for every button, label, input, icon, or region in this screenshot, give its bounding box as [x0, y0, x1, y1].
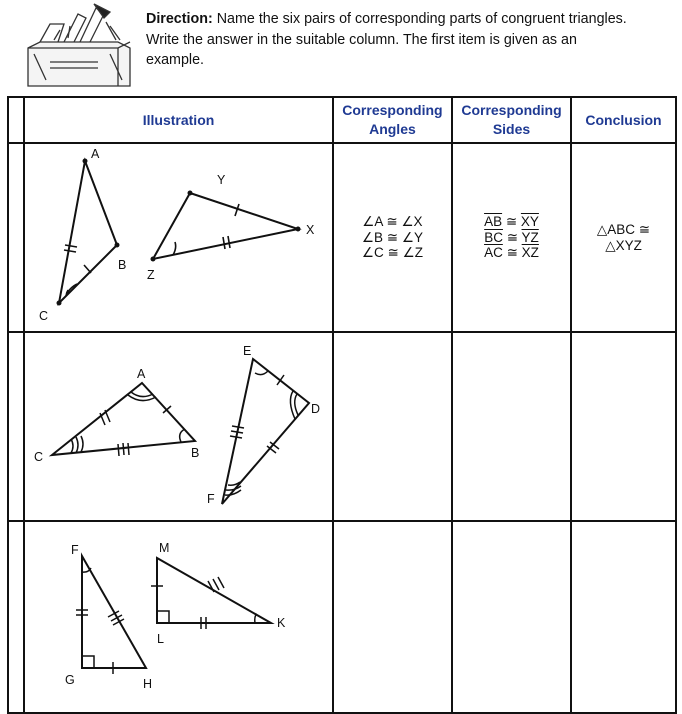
label-x: X	[306, 223, 315, 237]
conclusion-line2: △XYZ	[605, 237, 642, 253]
direction-line2: Write the answer in the suitable column. The first item is given as an	[146, 31, 577, 48]
sides-header	[452, 97, 571, 143]
header-row	[8, 97, 676, 143]
angles-cell	[333, 143, 452, 332]
worksheet-table	[7, 96, 677, 714]
label-c: C	[39, 309, 49, 323]
sides-header-line1: Corresponding	[461, 102, 562, 118]
angles-header-line1: Corresponding	[342, 102, 443, 118]
label-c: C	[34, 450, 44, 464]
label-z: Z	[147, 268, 155, 282]
side-a: $\overline{AC}$	[484, 245, 503, 261]
margin-cell	[8, 143, 24, 332]
margin-cell	[8, 521, 24, 713]
angle-pair: ∠A ≅ ∠X	[362, 214, 423, 230]
table-row	[8, 332, 676, 521]
label-l: L	[157, 632, 165, 646]
sides-cell	[452, 143, 571, 332]
label-g: G	[65, 673, 75, 687]
angles-cell[interactable]	[333, 521, 452, 713]
table-row	[8, 521, 676, 713]
side-b: $\overline{XZ}$	[521, 245, 539, 261]
label-e: E	[243, 344, 252, 358]
triangles-abc-xyz-diagram	[25, 144, 331, 331]
label-a: A	[137, 367, 146, 381]
margin-header	[8, 97, 24, 143]
sides-cell[interactable]	[452, 521, 571, 713]
triangle-fgh	[82, 556, 146, 668]
illustration-cell	[24, 143, 333, 332]
congruent-symbol: ≅	[502, 229, 522, 245]
triangle-abc	[59, 161, 117, 303]
direction-line3: example.	[146, 52, 205, 68]
congruent-symbol: ≅	[502, 214, 521, 230]
sides-cell[interactable]	[452, 332, 571, 521]
header	[0, 0, 682, 96]
conclusion-cell[interactable]	[571, 521, 676, 713]
label-f: F	[207, 492, 215, 506]
side-pair	[453, 230, 570, 246]
conclusion-cell	[571, 143, 676, 332]
label-b: B	[191, 446, 200, 460]
congruent-symbol: ≅	[502, 245, 522, 261]
illustration-header-label: Illustration	[142, 111, 215, 128]
illustration-header	[24, 97, 333, 143]
direction-label: Direction:	[146, 11, 213, 27]
angles-header-line2: Angles	[369, 121, 416, 137]
label-k: K	[277, 616, 286, 630]
side-b: $\overline{YZ}$	[521, 229, 539, 245]
label-f: F	[71, 543, 79, 557]
table-row	[8, 143, 676, 332]
direction-text	[146, 9, 676, 71]
label-h: H	[143, 677, 153, 691]
label-a: A	[91, 147, 100, 161]
sides-header-line2: Sides	[492, 121, 531, 137]
conclusion-cell[interactable]	[571, 332, 676, 521]
side-pair	[453, 245, 570, 261]
direction-line1: Name the six pairs of corresponding parts of congruent triangles.	[212, 11, 627, 27]
triangles-abc-def-diagram	[25, 333, 331, 520]
margin-cell	[8, 332, 24, 521]
illustration-cell	[24, 521, 333, 713]
side-b: $\overline{XY}$	[520, 214, 539, 230]
label-d: D	[311, 402, 321, 416]
toolbox-icon	[20, 2, 138, 90]
conclusion-header-label: Conclusion	[585, 111, 662, 128]
angle-pair: ∠B ≅ ∠Y	[361, 229, 423, 245]
label-b: B	[118, 258, 127, 272]
conclusion-header	[571, 97, 676, 143]
illustration-cell	[24, 332, 333, 521]
side-pair	[453, 214, 570, 230]
side-a: $\overline{AB}$	[484, 214, 503, 230]
angles-cell[interactable]	[333, 332, 452, 521]
triangles-fgh-klm-diagram	[25, 522, 331, 712]
label-y: Y	[217, 173, 226, 187]
conclusion-line1: △ABC ≅	[596, 222, 651, 237]
angles-header	[333, 97, 452, 143]
angle-pair: ∠C ≅ ∠Z	[361, 245, 423, 261]
side-a: $\overline{BC}$	[484, 229, 503, 245]
label-m: M	[159, 541, 170, 555]
